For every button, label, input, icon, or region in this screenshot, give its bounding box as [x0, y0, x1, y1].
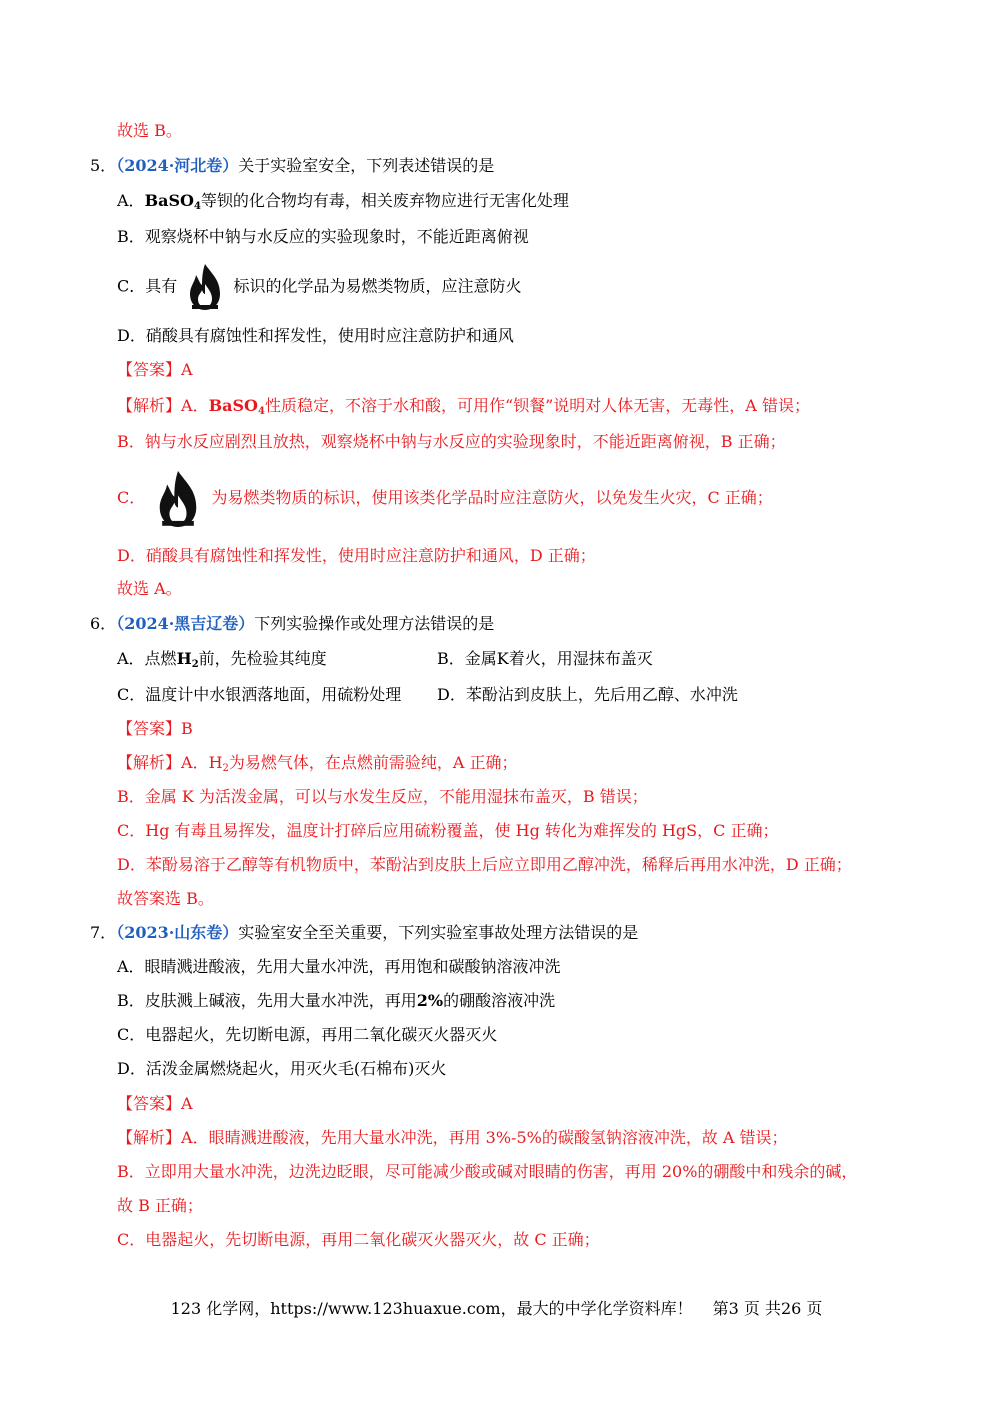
question-6-stem — [90, 613, 494, 635]
prev-conclusion: 故选 B。 — [117, 121, 182, 140]
question-text: 下列实验操作或处理方法错误的是 — [254, 614, 495, 633]
question-source: （2024·黑吉辽卷） — [116, 614, 255, 633]
q6-analysis-d: D．苯酚易溶于乙醇等有机物质中，苯酚沾到皮肤上后应立即用乙醇冲洗，稀释后再用水冲洗，D 正确； — [117, 855, 852, 874]
q5-option-d: D．硝酸具有腐蚀性和挥发性，使用时应注意防护和通风 — [117, 326, 514, 345]
chem-formula: BaSO — [144, 191, 194, 210]
footer-site: 123 化学网，https://www.123huaxue.com，最大的中学化学资料库！ — [170, 1299, 693, 1318]
chem-formula: BaSO — [208, 396, 258, 415]
q7-option-c: C．电器起火，先切断电源，再用二氧化碳灭火器灭火 — [117, 1025, 498, 1044]
q7-analysis-b: B．立即用大量水冲洗，边洗边眨眼，尽可能减少酸或碱对眼睛的伤害，再用 20%的硼酸中和残余的碱， — [117, 1162, 858, 1181]
q6-analysis-c: C．Hg 有毒且易挥发，温度计打碎后应用硫粉覆盖，使 Hg 转化为难挥发的 HgS，C 正确； — [117, 821, 779, 840]
q7-analysis-c: C．电器起火，先切断电源，再用二氧化碳灭火器灭火，故 C 正确； — [117, 1230, 600, 1249]
q5-analysis-d: D．硝酸具有腐蚀性和挥发性，使用时应注意防护和通风，D 正确； — [117, 546, 596, 565]
q5-analysis-c: C． 为易燃类物质的标识，使用该类化学品时应注意防火，以免发生火灾，C 正确； — [117, 466, 773, 530]
q6-analysis-a: 【解析】A．$H_2$为易燃气体，在点燃前需验纯，A 正确； — [117, 753, 518, 774]
question-source: （2023·山东卷） — [116, 923, 239, 942]
question-text: 实验室安全至关重要，下列实验室事故处理方法错误的是 — [238, 923, 639, 942]
q6-option-c: C．温度计中水银洒落地面，用硫粉处理 — [117, 685, 402, 704]
q7-option-a: A．眼睛溅进酸液，先用大量水冲洗，再用饱和碳酸钠溶液冲洗 — [117, 957, 561, 976]
q5-analysis-a: 【解析】A．BaSO$_4$性质稳定，不溶于水和酸，可用作“钡餐”说明对人体无害，无毒性，A 错误； — [117, 396, 810, 417]
question-text: 关于实验室安全，下列表述错误的是 — [238, 156, 495, 175]
q6-option-a: A．点燃$H_2$前，先检验其纯度 — [117, 649, 327, 670]
question-5-stem — [90, 155, 494, 177]
q7-option-d: D．活泼金属燃烧起火，用灭火毛(石棉布)灭火 — [117, 1059, 447, 1078]
question-number: 5． — [90, 156, 117, 175]
q7-option-b: B．皮肤溅上碱液，先用大量水冲洗，再用2%的硼酸溶液冲洗 — [117, 991, 556, 1010]
q5-analysis-b: B．钠与水反应剧烈且放热，观察烧杯中钠与水反应的实验现象时，不能近距离俯视，B 正确； — [117, 432, 786, 451]
page-number: 第3 页 共26 页 — [712, 1299, 823, 1318]
flammable-hazard-icon — [150, 468, 206, 530]
q7-analysis-a: 【解析】A．眼睛溅进酸液，先用大量水冲洗，再用 3%-5%的碳酸氢钠溶液冲洗，故 A 错误； — [117, 1128, 788, 1147]
q5-conclusion: 故选 A。 — [117, 579, 182, 598]
q6-conclusion: 故答案选 B。 — [117, 889, 214, 908]
question-7-stem — [90, 922, 638, 944]
q5-option-a: A．BaSO$_4$等钡的化合物均有毒，相关废弃物应进行无害化处理 — [117, 191, 569, 212]
question-number: 7． — [90, 923, 117, 942]
q6-analysis-b: B．金属 K 为活泼金属，可以与水发生反应，不能用湿抹布盖灭，B 错误； — [117, 787, 648, 806]
chem-formula: H — [176, 649, 192, 668]
flammable-hazard-icon — [182, 262, 228, 312]
q6-option-b: B．金属K着火，用湿抹布盖灭 — [437, 649, 653, 668]
q6-answer: 【答案】B — [117, 719, 193, 738]
q5-option-c: C．具有 标识的化学品为易燃类物质，应注意防火 — [117, 262, 521, 314]
question-source: （2024·河北卷） — [116, 156, 239, 175]
q5-answer: 【答案】A — [117, 360, 193, 379]
page-footer — [0, 1298, 993, 1320]
q7-analysis-b-cont: 故 B 正确； — [117, 1196, 203, 1215]
q7-answer: 【答案】A — [117, 1094, 193, 1113]
question-number: 6． — [90, 614, 117, 633]
q5-option-b: B．观察烧杯中钠与水反应的实验现象时，不能近距离俯视 — [117, 227, 529, 246]
q6-option-d: D．苯酚沾到皮肤上，先后用乙醇、水冲洗 — [437, 685, 738, 704]
